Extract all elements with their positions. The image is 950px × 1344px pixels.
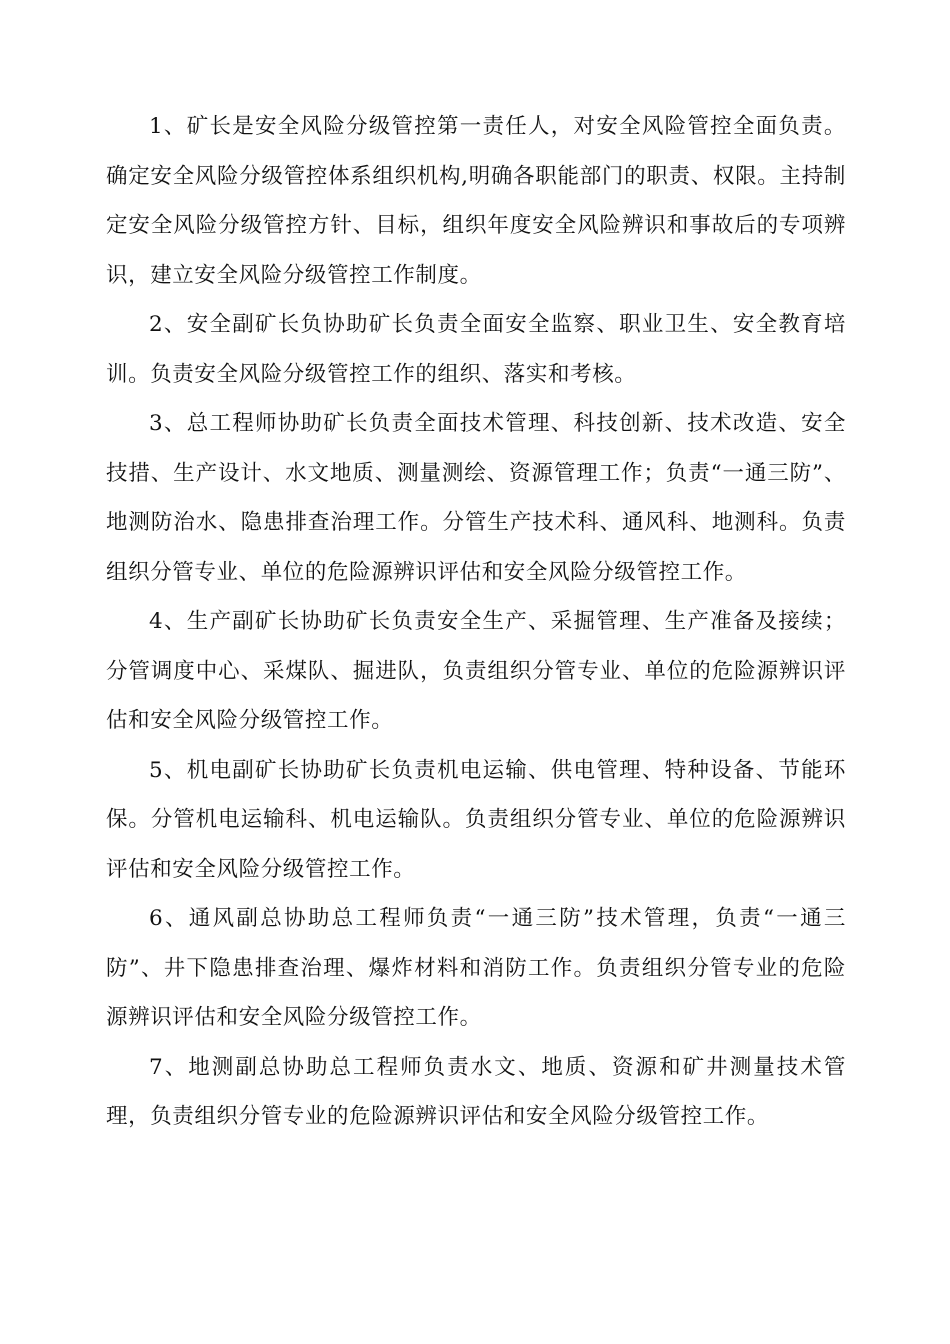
paragraph-5: 5、机电副矿长协助矿长负责机电运输、供电管理、特种设备、节能环保。分管机电运输科、机电运输队。负责组织分管专业、单位的危险源辨识评估和安全风险分级管控工作。	[106, 757, 846, 882]
paragraph-1: 1、矿长是安全风险分级管控第一责任人，对安全风险管控全面负责。确定安全风险分级管控体系组织机构,明确各职能部门的职责、权限。主持制定安全风险分级管控方针、目标，组织年度安全风险辨识和事故后的专项辨识，建立安全风险分级管控工作制度。	[106, 114, 846, 288]
paragraph-7: 7、地测副总协助总工程师负责水文、地质、资源和矿井测量技术管理，负责组织分管专业的危险源辨识评估和安全风险分级管控工作。	[106, 1054, 846, 1129]
paragraph-4: 4、生产副矿长协助矿长负责安全生产、采掘管理、生产准备及接续；分管调度中心、采煤队、掘进队，负责组织分管专业、单位的危险源辨识评估和安全风险分级管控工作。	[106, 609, 846, 733]
paragraph-6: 6、通风副总协助总工程师负责“一通三防”技术管理，负责“一通三防”、井下隐患排查治理、爆炸材料和消防工作。负责组织分管专业的危险源辨识评估和安全风险分级管控工作。	[106, 906, 846, 1030]
paragraph-2: 2、安全副矿长负协助矿长负责全面安全监察、职业卫生、安全教育培训。负责安全风险分级管控工作的组织、落实和考核。	[106, 312, 846, 387]
paragraph-3: 3、总工程师协助矿长负责全面技术管理、科技创新、技术改造、安全技措、生产设计、水文地质、测量测绘、资源管理工作；负责“一通三防”、地测防治水、隐患排查治理工作。分管生产技术科、通风科、地测科。负责组织分管专业、单位的危险源辨识评估和安全风险分级管控工作。	[106, 411, 846, 585]
document-body	[106, 102, 846, 1142]
